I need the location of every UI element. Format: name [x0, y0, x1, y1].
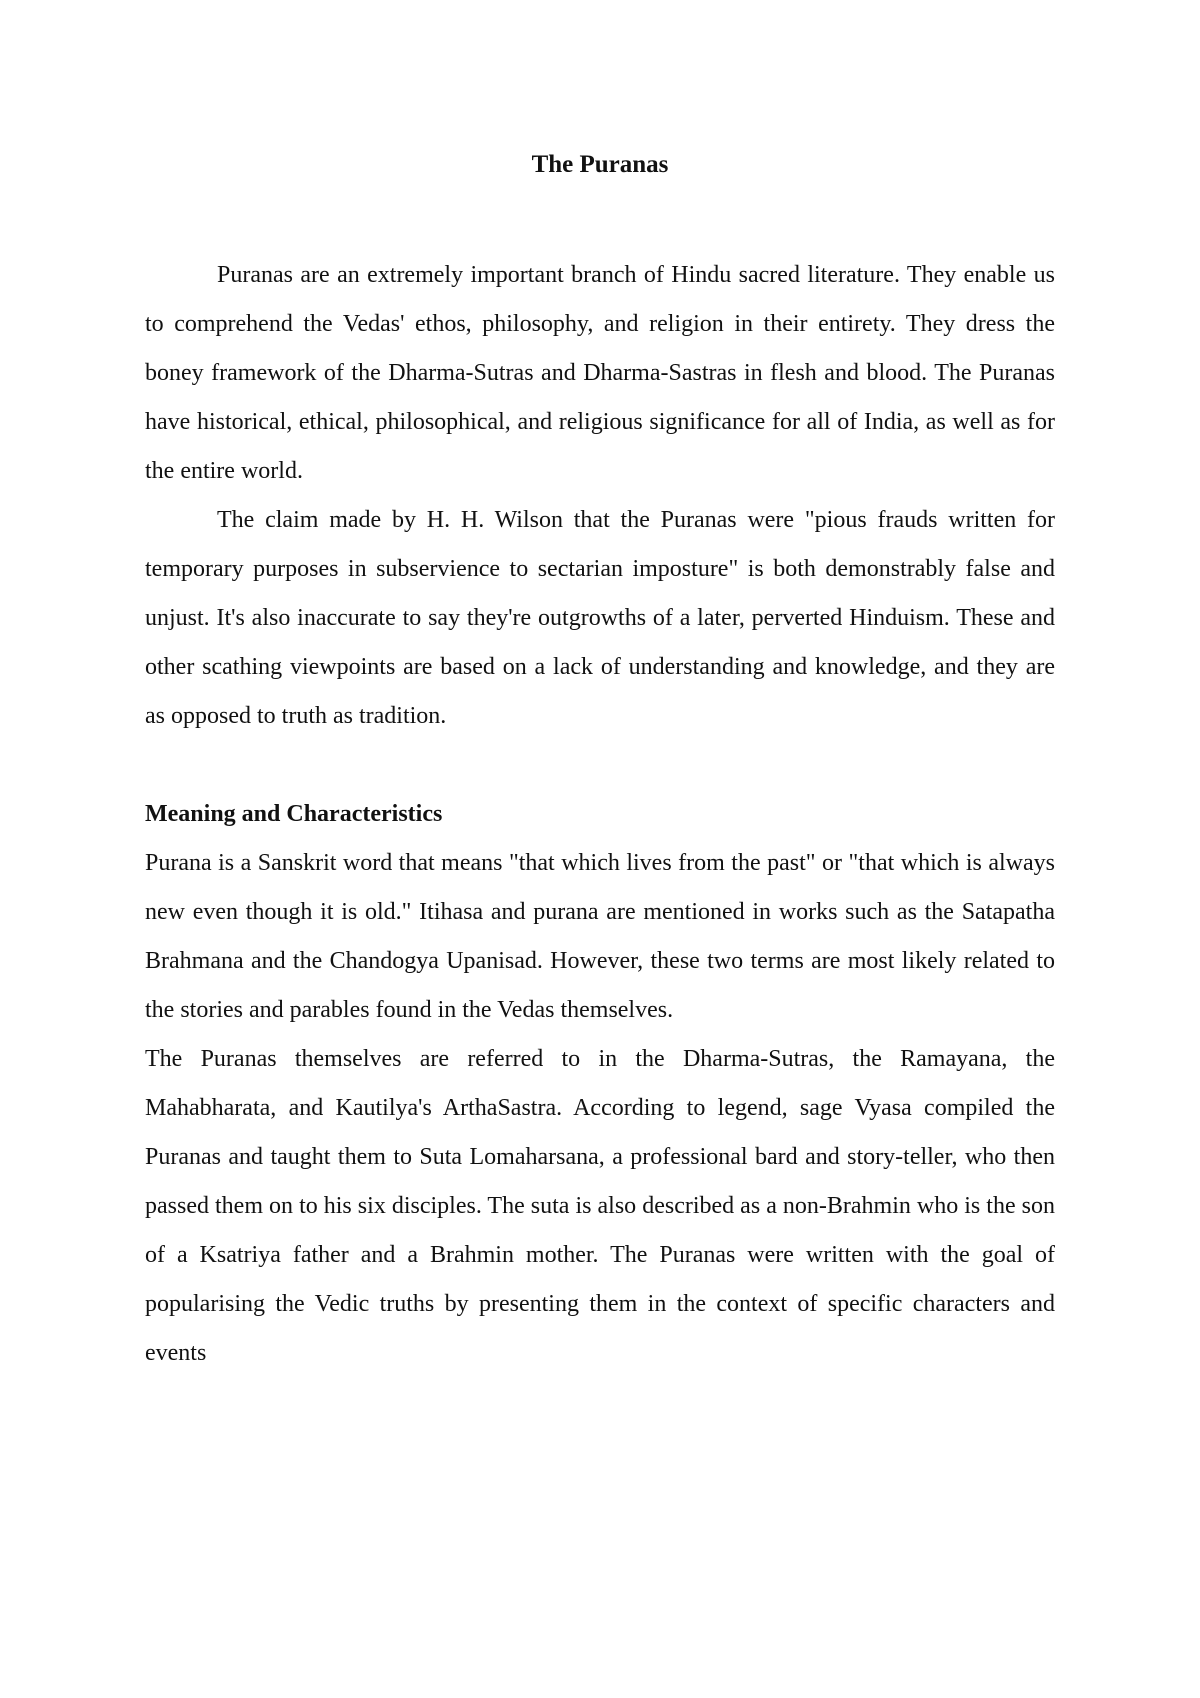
document-title: The Puranas [531, 151, 669, 178]
section-paragraph-1: Purana is a Sanskrit word that means "that which lives from the past" or "that which is always new even though it is old." Itihasa and purana are mentioned in works such as the Satapatha Brahmana and the Chandogya Upanisad. However, these two terms are most likely related to the stories and parables found in the Vedas themselves. [145, 850, 1055, 1023]
section-heading: Meaning and Characteristics [145, 801, 443, 827]
intro-paragraph-2: The claim made by H. H. Wilson that the Puranas were "pious frauds written for temporary purposes in subservience to sectarian imposture" is both demonstrably false and unjust. It's also inaccurate to say they're outgrowths of a later, perverted Hinduism. These and other scathing viewpoints are based on a lack of understanding and knowledge, and they are as opposed to truth as tradition. [145, 507, 1055, 729]
section-paragraph-2: The Puranas themselves are referred to in the Dharma-Sutras, the Ramayana, the Mahabharata, and Kautilya's ArthaSastra. According to legend, sage Vyasa compiled the Puranas and taught them to Suta Lomaharsana, a professional bard and story-teller, who then passed them on to his six disciples. The suta is also described as a non-Brahmin who is the son of a Ksatriya father and a Brahmin mother. The Puranas were written with the goal of popularising the Vedic truths by presenting them in the context of specific characters and events [145, 1046, 1055, 1366]
document-body [145, 145, 1055, 1378]
intro-paragraph-1: Puranas are an extremely important branch of Hindu sacred literature. They enable us to comprehend the Vedas' ethos, philosophy, and religion in their entirety. They dress the boney framework of the Dharma-Sutras and Dharma-Sastras in flesh and blood. The Puranas have historical, ethical, philosophical, and religious significance for all of India, as well as for the entire world. [145, 262, 1055, 484]
